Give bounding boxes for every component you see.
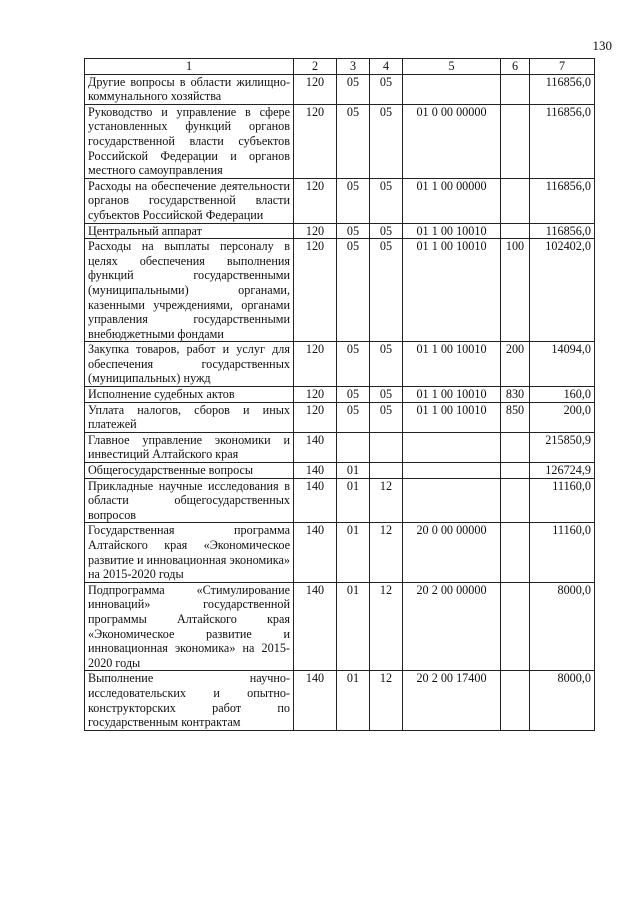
row-name: Расходы на обеспечение деятельности органов государственной власти субъектов Российской Федерации — [85, 178, 294, 223]
column-header: 7 — [530, 59, 595, 75]
cell-col4: 12 — [370, 478, 403, 523]
cell-col5: 20 0 00 00000 — [403, 523, 501, 582]
page-number: 130 — [592, 38, 612, 53]
table-row — [85, 223, 595, 239]
column-header: 1 — [85, 59, 294, 75]
table-row — [85, 523, 595, 582]
cell-col3: 05 — [337, 239, 370, 342]
cell-col6 — [501, 104, 530, 178]
cell-col5: 01 1 00 10010 — [403, 223, 501, 239]
cell-col5: 01 1 00 10010 — [403, 387, 501, 403]
cell-amount: 8000,0 — [530, 582, 595, 671]
row-name: Расходы на выплаты персоналу в целях обеспечения выполнения функций государственными (муниципальными) органами, казенными учреждениями, органами управления государственными внебюджетными фондами — [85, 239, 294, 342]
cell-col3: 01 — [337, 582, 370, 671]
table-row — [85, 387, 595, 403]
cell-col2: 120 — [294, 239, 337, 342]
cell-col4: 05 — [370, 104, 403, 178]
column-header: 4 — [370, 59, 403, 75]
table-row — [85, 432, 595, 462]
cell-col4: 12 — [370, 671, 403, 730]
cell-col2: 120 — [294, 342, 337, 387]
cell-col6: 200 — [501, 342, 530, 387]
cell-col3 — [337, 432, 370, 462]
cell-col5: 01 1 00 10010 — [403, 239, 501, 342]
cell-amount: 116856,0 — [530, 104, 595, 178]
cell-col6: 850 — [501, 402, 530, 432]
cell-col6 — [501, 74, 530, 104]
cell-col3: 01 — [337, 478, 370, 523]
cell-col2: 120 — [294, 387, 337, 403]
cell-col3: 05 — [337, 178, 370, 223]
row-name: Прикладные научные исследования в области общегосударственных вопросов — [85, 478, 294, 523]
row-name: Государственная программа Алтайского края «Экономическое развитие и инновационная экономика» на 2015-2020 годы — [85, 523, 294, 582]
cell-col6 — [501, 671, 530, 730]
header-row — [85, 59, 595, 75]
table-row — [85, 582, 595, 671]
cell-amount: 126724,9 — [530, 463, 595, 479]
cell-col5 — [403, 478, 501, 523]
cell-col3: 05 — [337, 387, 370, 403]
row-name: Закупка товаров, работ и услуг для обеспечения государственных (муниципальных) нужд — [85, 342, 294, 387]
cell-col2: 140 — [294, 671, 337, 730]
row-name: Другие вопросы в области жилищно-коммунального хозяйства — [85, 74, 294, 104]
cell-col3: 01 — [337, 463, 370, 479]
row-name: Уплата налогов, сборов и иных платежей — [85, 402, 294, 432]
cell-amount: 200,0 — [530, 402, 595, 432]
cell-col4: 05 — [370, 223, 403, 239]
cell-amount: 102402,0 — [530, 239, 595, 342]
cell-col3: 01 — [337, 523, 370, 582]
cell-col4: 05 — [370, 342, 403, 387]
cell-amount: 116856,0 — [530, 74, 595, 104]
cell-amount: 116856,0 — [530, 178, 595, 223]
cell-col2: 140 — [294, 478, 337, 523]
table-row — [85, 402, 595, 432]
cell-col5 — [403, 74, 501, 104]
cell-col5 — [403, 432, 501, 462]
table-row — [85, 74, 595, 104]
cell-col6 — [501, 178, 530, 223]
table-row — [85, 178, 595, 223]
cell-col4: 12 — [370, 523, 403, 582]
cell-amount: 11160,0 — [530, 478, 595, 523]
cell-col6 — [501, 523, 530, 582]
cell-col4 — [370, 432, 403, 462]
column-header: 5 — [403, 59, 501, 75]
cell-col2: 120 — [294, 402, 337, 432]
cell-col3: 05 — [337, 223, 370, 239]
cell-col5: 01 1 00 10010 — [403, 342, 501, 387]
cell-col4: 05 — [370, 74, 403, 104]
cell-col2: 120 — [294, 74, 337, 104]
table-row — [85, 104, 595, 178]
cell-col4: 12 — [370, 582, 403, 671]
cell-col2: 140 — [294, 523, 337, 582]
cell-col3: 05 — [337, 342, 370, 387]
cell-amount: 14094,0 — [530, 342, 595, 387]
cell-col4: 05 — [370, 178, 403, 223]
column-header: 2 — [294, 59, 337, 75]
cell-col3: 05 — [337, 402, 370, 432]
cell-col3: 05 — [337, 74, 370, 104]
row-name: Главное управление экономики и инвестиций Алтайского края — [85, 432, 294, 462]
cell-col5: 20 2 00 17400 — [403, 671, 501, 730]
row-name: Центральный аппарат — [85, 223, 294, 239]
cell-col6 — [501, 478, 530, 523]
table-row — [85, 239, 595, 342]
budget-table — [84, 58, 595, 731]
cell-col6 — [501, 582, 530, 671]
cell-amount: 116856,0 — [530, 223, 595, 239]
cell-col5: 20 2 00 00000 — [403, 582, 501, 671]
cell-col6: 100 — [501, 239, 530, 342]
cell-col5: 01 0 00 00000 — [403, 104, 501, 178]
cell-col2: 140 — [294, 463, 337, 479]
row-name: Исполнение судебных актов — [85, 387, 294, 403]
cell-col4: 05 — [370, 402, 403, 432]
cell-col5: 01 1 00 10010 — [403, 402, 501, 432]
table-row — [85, 342, 595, 387]
cell-col2: 140 — [294, 432, 337, 462]
table-row — [85, 671, 595, 730]
cell-col4: 05 — [370, 239, 403, 342]
cell-amount: 11160,0 — [530, 523, 595, 582]
cell-col3: 05 — [337, 104, 370, 178]
cell-col3: 01 — [337, 671, 370, 730]
row-name: Общегосударственные вопросы — [85, 463, 294, 479]
cell-col6 — [501, 223, 530, 239]
cell-col2: 120 — [294, 178, 337, 223]
cell-col5 — [403, 463, 501, 479]
table-row — [85, 478, 595, 523]
cell-col6: 830 — [501, 387, 530, 403]
cell-amount: 160,0 — [530, 387, 595, 403]
table-row — [85, 463, 595, 479]
cell-col5: 01 1 00 00000 — [403, 178, 501, 223]
cell-col6 — [501, 463, 530, 479]
row-name: Руководство и управление в сфере установленных функций органов государственной власти субъектов Российской Федерации и органов местного самоуправления — [85, 104, 294, 178]
cell-col4 — [370, 463, 403, 479]
cell-col2: 120 — [294, 223, 337, 239]
column-header: 6 — [501, 59, 530, 75]
cell-amount: 8000,0 — [530, 671, 595, 730]
row-name: Подпрограмма «Стимулирование инноваций» государственной программы Алтайского края «Экономическое развитие и инновационная экономика» на 2015-2020 годы — [85, 582, 294, 671]
row-name: Выполнение научно-исследовательских и опытно-конструкторских работ по государственным контрактам — [85, 671, 294, 730]
cell-col2: 140 — [294, 582, 337, 671]
cell-col2: 120 — [294, 104, 337, 178]
cell-col6 — [501, 432, 530, 462]
cell-col4: 05 — [370, 387, 403, 403]
column-header: 3 — [337, 59, 370, 75]
cell-amount: 215850,9 — [530, 432, 595, 462]
